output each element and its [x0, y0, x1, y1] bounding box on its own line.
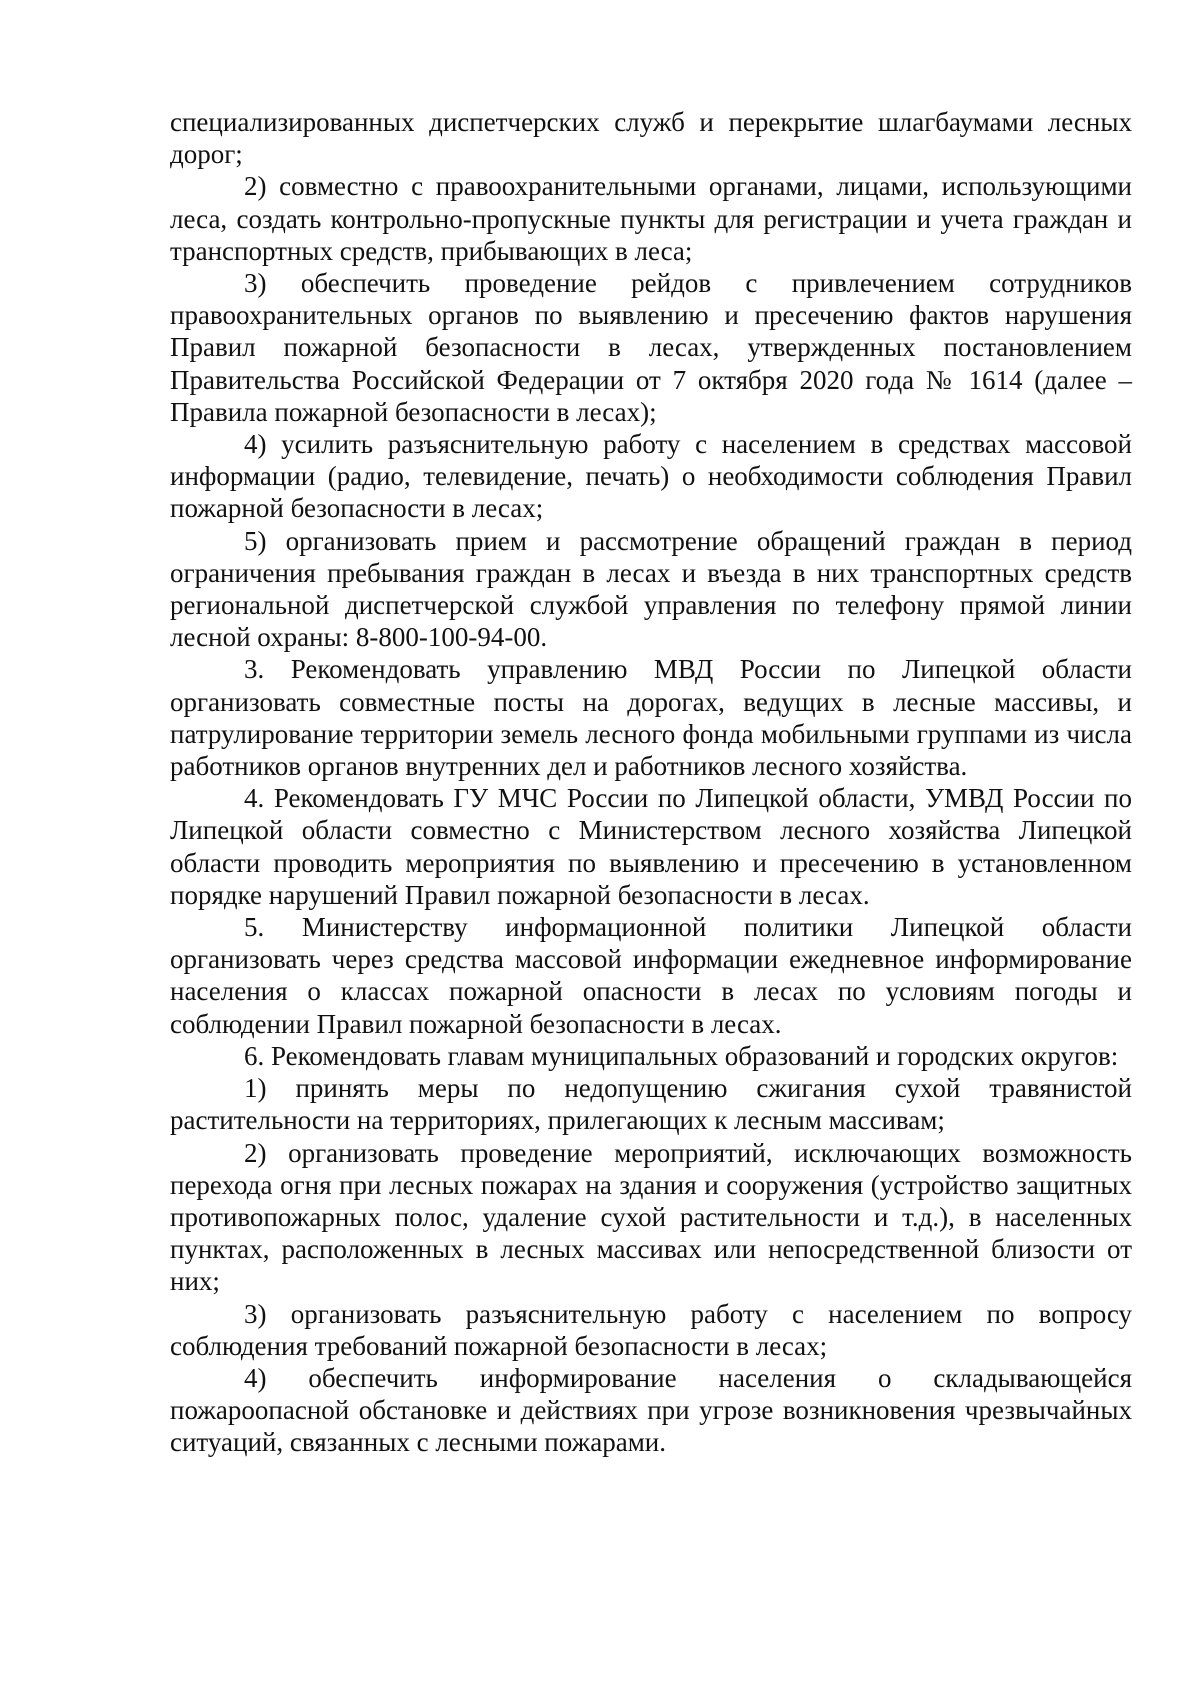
- paragraph-subitem-4-informing: 4) обеспечить информирование населения о складывающейся пожароопасной обстановке и действиях при угрозе возникновения чрезвычайных ситуаций, связанных с лесными пожарами.: [170, 1362, 1132, 1458]
- paragraph-subitem-1-burning: 1) принять меры по недопущению сжигания сухой травянистой растительности на территориях, прилегающих к лесным массивам;: [170, 1073, 1132, 1136]
- paragraph-subitem-3-explanatory-work: 3) организовать разъяснительную работу с населением по вопросу соблюдения требований пожарной безопасности в лесах;: [170, 1298, 1132, 1361]
- paragraph-item-5-hotline: 5) организовать прием и рассмотрение обращений граждан в период ограничения пребывания граждан в лесах и въезда в них транспортных средств региональной диспетчерской службой управления по телефону прямой линии лесной охраны: 8-800-100-94-00.: [170, 525, 1132, 653]
- paragraph-continuation: специализированных диспетчерских служб и перекрытие шлагбаумами лесных дорог;: [170, 107, 1132, 170]
- paragraph-item-4-outreach: 4) усилить разъяснительную работу с населением в средствах массовой информации (радио, телевидение, печать) о необходимости соблюдения Правил пожарной безопасности в лесах;: [170, 429, 1132, 524]
- paragraph-clause-6-municipal: 6. Рекомендовать главам муниципальных образований и городских округов:: [244, 1040, 1119, 1071]
- paragraph-clause-3-mvd: 3. Рекомендовать управлению МВД России по Липецкой области организовать совместные посты на дорогах, ведущих в лесные массивы, и патрулирование территории земель лесного фонда мобильными группами из числа работников органов внутренних дел и работников лесного хозяйства.: [170, 654, 1132, 782]
- paragraph-item-2-checkpoints: 2) совместно с правоохранительными органами, лицами, использующими леса, создать контрольно-пропускные пункты для регистрации и учета граждан и транспортных средств, прибывающих в леса;: [170, 171, 1132, 266]
- paragraph-clause-5-info-policy: 5. Министерству информационной политики Липецкой области организовать через средства массовой информации ежедневное информирование населения о классах пожарной опасности в лесах по условиям погоды и соблюдении Правил пожарной безопасности в лесах.: [170, 912, 1132, 1039]
- paragraph-item-3-raids: 3) обеспечить проведение рейдов с привлечением сотрудников правоохранительных органов по выявлению и пресечению фактов нарушения Правил пожарной безопасности в лесах, утвержденных постановлением Правительства Российской Федерации от 7 октября 2020 года № 1614 (далее – Правила пожарной безопасности в лесах);: [170, 268, 1132, 427]
- paragraph-clause-4-mchs: 4. Рекомендовать ГУ МЧС России по Липецкой области, УМВД России по Липецкой области совместно с Министерством лесного хозяйства Липецкой области проводить мероприятия по выявлению и пресечению в установленном порядке нарушений Правил пожарной безопасности в лесах.: [170, 783, 1132, 910]
- document-page: [170, 106, 1132, 1459]
- paragraph-subitem-2-fire-spread: 2) организовать проведение мероприятий, исключающих возможность перехода огня при лесных пожарах на здания и сооружения (устройство защитных противопожарных полос, удаление сухой растительности и т.д.), в населенных пунктах, расположенных в лесных массивах или непосредственной близости от них;: [170, 1137, 1132, 1297]
